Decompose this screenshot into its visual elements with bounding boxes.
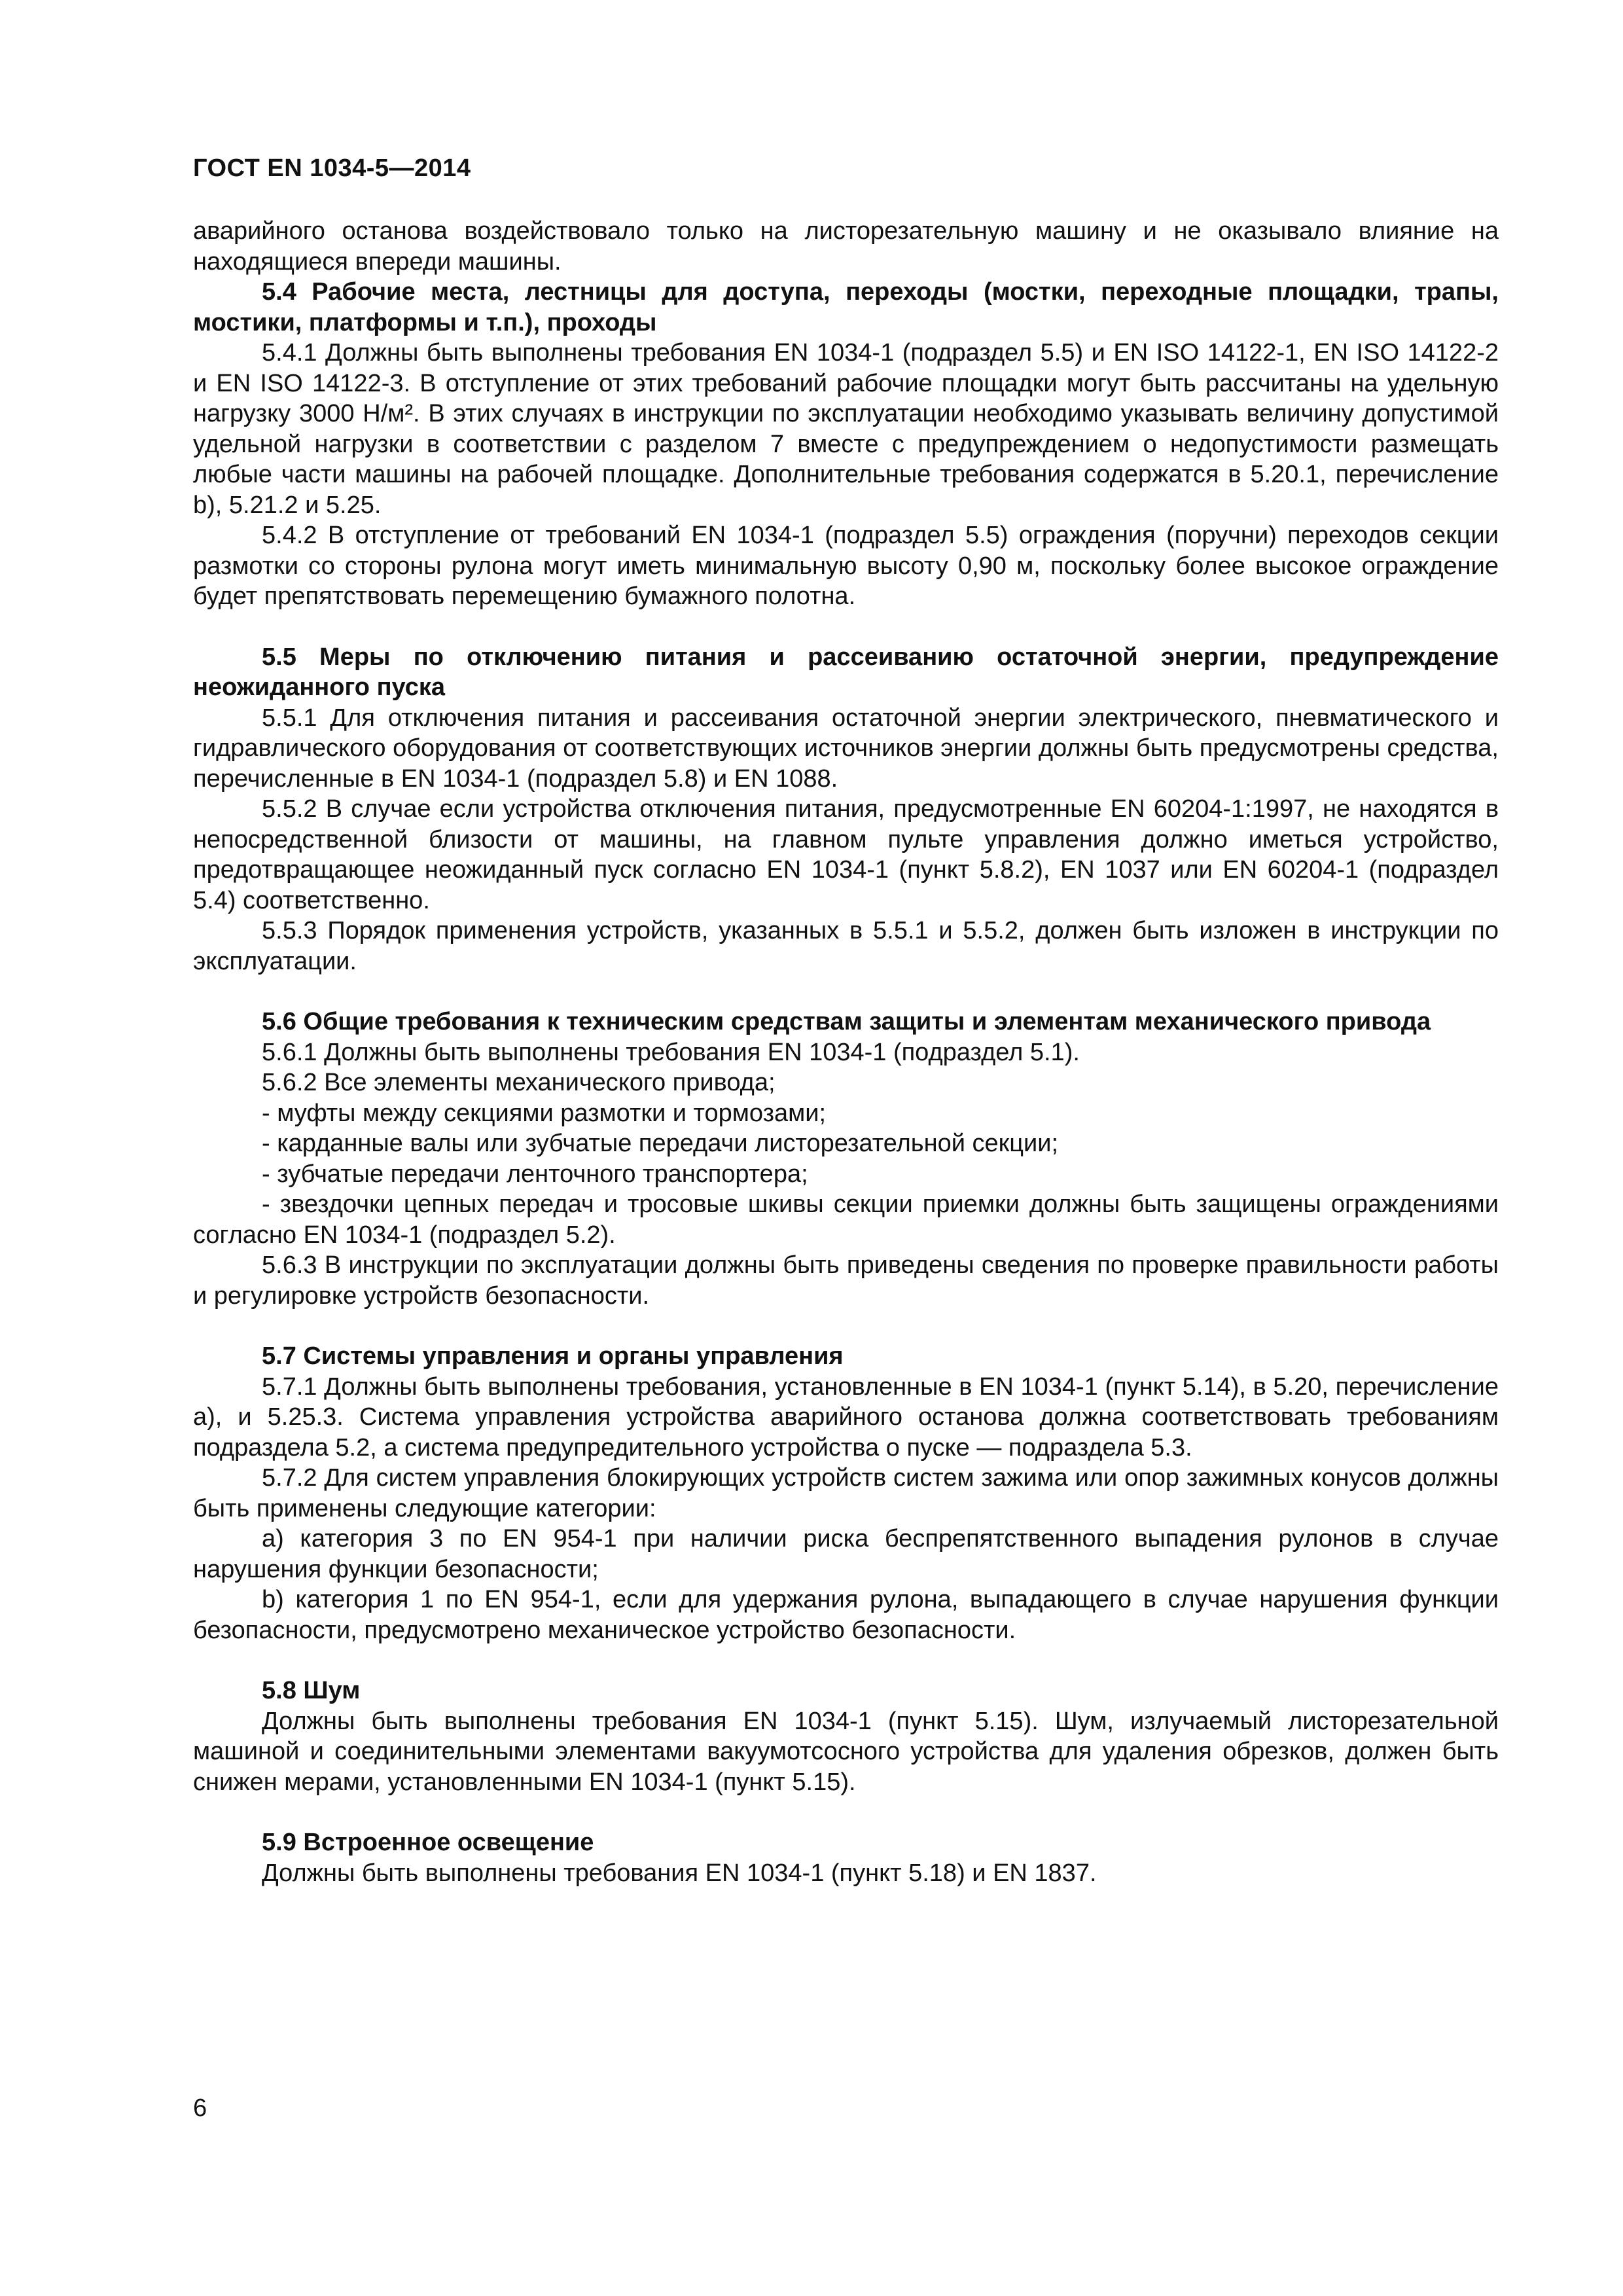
section-heading-5-4: 5.4 Рабочие места, лестницы для доступа, переходы (мостки, переходные площадки, трапы, мостики, платформы и т.п.), проходы: [193, 278, 1499, 336]
paragraph-5-7-2-b: b) категория 1 по EN 954-1, если для удержания рулона, выпадающего в случае нарушения функции безопасности, предусмотрено механическое устройство безопасности.: [193, 1586, 1499, 1644]
list-item: - муфты между секциями размотки и тормозами;: [262, 1099, 827, 1127]
section-heading-5-5: 5.5 Меры по отключению питания и рассеиванию остаточной энергии, предупреждение неожиданного пуска: [193, 643, 1499, 701]
paragraph: аварийного останова воздействовало только на листорезательную машину и не оказывало влияние на находящиеся впереди машины.: [193, 217, 1499, 276]
section-heading-5-7: 5.7 Системы управления и органы управления: [262, 1342, 844, 1370]
document-header: ГОСТ EN 1034-5—2014: [193, 154, 471, 182]
paragraph-5-7-2: 5.7.2 Для систем управления блокирующих устройств систем зажима или опор зажимных конусов должны быть применены следующие категории:: [193, 1464, 1499, 1522]
list-item: - зубчатые передачи ленточного транспортера;: [262, 1160, 808, 1188]
paragraph-5-6-3: 5.6.3 В инструкции по эксплуатации должны быть приведены сведения по проверке правильности работы и регулировке устройств безопасности.: [193, 1251, 1499, 1310]
list-item: - звездочки цепных передач и тросовые шкивы секции приемки должны быть защищены ограждениями согласно EN 1034-1 (подраздел 5.2).: [193, 1191, 1499, 1249]
paragraph-5-5-3: 5.5.3 Порядок применения устройств, указанных в 5.5.1 и 5.5.2, должен быть изложен в инструкции по эксплуатации.: [193, 917, 1499, 975]
paragraph-5-6-1: 5.6.1 Должны быть выполнены требования EN 1034-1 (подраздел 5.1).: [262, 1038, 1080, 1066]
paragraph-5-8: Должны быть выполнены требования EN 1034-1 (пункт 5.15). Шум, излучаемый листорезательной машиной и соединительными элементами вакуумотсосного устройства для удаления обрезков, должен быть снижен мерами, установленными EN 1034-1 (пункт 5.15).: [193, 1707, 1499, 1796]
list-item: - карданные валы или зубчатые передачи листорезательной секции;: [262, 1130, 1059, 1157]
page-number: 6: [193, 2094, 207, 2122]
paragraph-5-4-1: 5.4.1 Должны быть выполнены требования EN 1034-1 (подраздел 5.5) и EN ISO 14122-1, EN ISO 14122-2 и EN ISO 14122-3. В отступление от этих требований рабочие площадки могут быть рассчитаны на удельную нагрузку 3000 Н/м². В этих случаях в инструкции по эксплуатации необходимо указывать величину допустимой удельной нагрузки в соответствии с разделом 7 вместе с предупреждением о недопустимости размещать любые части машины на рабочей площадке. Дополнительные требования содержатся в 5.20.1, перечисление b), 5.21.2 и 5.25.: [193, 339, 1499, 519]
section-heading-5-9: 5.9 Встроенное освещение: [262, 1829, 594, 1856]
paragraph-5-5-2: 5.5.2 В случае если устройства отключения питания, предусмотренные EN 60204-1:1997, не находятся в непосредственной близости от машины, на главном пульте управления должно иметься устройство, предотвращающее неожиданный пуск согласно EN 1034-1 (пункт 5.8.2), EN 1037 или EN 60204-1 (подраздел 5.4) соответственно.: [193, 795, 1499, 914]
section-heading-5-6: 5.6 Общие требования к техническим средствам защиты и элементам механического привода: [262, 1008, 1431, 1035]
paragraph-5-5-1: 5.5.1 Для отключения питания и рассеивания остаточной энергии электрического, пневматического и гидравлического оборудования от соответствующих источников энергии должны быть предусмотрены средства, перечисленные в EN 1034-1 (подраздел 5.8) и EN 1088.: [193, 704, 1499, 793]
section-heading-5-8: 5.8 Шум: [262, 1677, 361, 1704]
paragraph-5-9: Должны быть выполнены требования EN 1034-1 (пункт 5.18) и EN 1837.: [262, 1859, 1097, 1887]
document-body: [193, 216, 1499, 1888]
paragraph-5-7-2-a: a) категория 3 по EN 954-1 при наличии риска беспрепятственного выпадения рулонов в случае нарушения функции безопасности;: [193, 1525, 1499, 1583]
paragraph-5-4-2: 5.4.2 В отступление от требований EN 1034-1 (подраздел 5.5) ограждения (поручни) переходов секции размотки со стороны рулона могут иметь минимальную высоту 0,90 м, поскольку более высокое ограждение будет препятствовать перемещению бумажного полотна.: [193, 522, 1499, 610]
paragraph-5-6-2: 5.6.2 Все элементы механического привода;: [262, 1069, 776, 1096]
paragraph-5-7-1: 5.7.1 Должны быть выполнены требования, установленные в EN 1034-1 (пункт 5.14), в 5.20, перечисление a), и 5.25.3. Система управления устройства аварийного останова должна соответствовать требованиям подраздела 5.2, а система предупредительного устройства о пуске — подраздела 5.3.: [193, 1372, 1499, 1462]
